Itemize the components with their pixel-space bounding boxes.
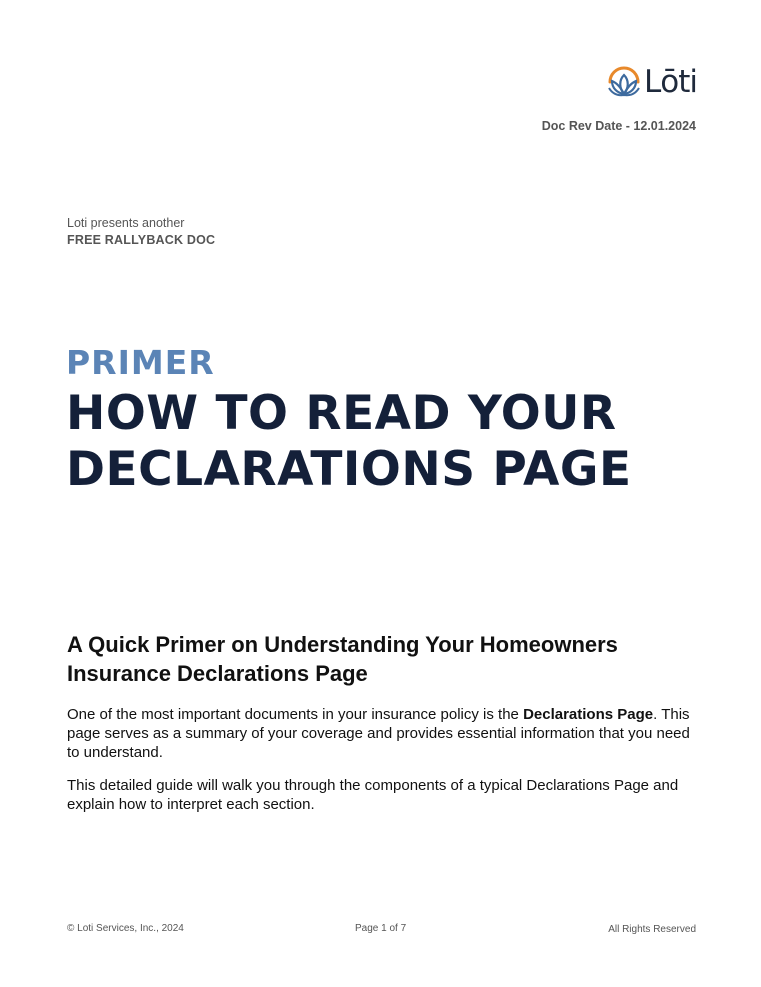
main-title-line-1: HOW TO READ YOUR <box>66 386 617 441</box>
doc-rev-date: Doc Rev Date - 12.01.2024 <box>541 119 696 133</box>
intro-paragraph <box>67 705 703 762</box>
footer-page-number: Page 1 of 7 <box>355 923 407 934</box>
declarations-page-term: Declarations Page <box>523 706 654 723</box>
footer-copyright: © Loti Services, Inc., 2024 <box>67 923 184 934</box>
guide-paragraph: This detailed guide will walk you through the components of a typical Declarations Page and explain how to interpret each section. <box>67 777 679 813</box>
main-title <box>66 386 726 498</box>
intro-paragraph-start: One of the most important documents in your insurance policy is the <box>67 706 524 723</box>
series-label: FREE RALLYBACK DOC <box>67 233 216 247</box>
lotus-sun-icon <box>606 66 642 100</box>
primer-label: PRIMER <box>66 343 215 382</box>
footer-rights: All Rights Reserved <box>608 924 696 935</box>
section-heading: A Quick Primer on Understanding Your Homeowners Insurance Declarations Page <box>67 632 618 686</box>
presents-text: Loti presents another <box>67 216 185 230</box>
intro-paragraph-end: . This page serves as a summary of your coverage and provides essential information that you need to understand. <box>67 706 690 761</box>
loti-logo <box>606 63 697 100</box>
main-title-line-2: DECLARATIONS PAGE <box>66 442 632 497</box>
logo-wordmark: Lōti <box>643 63 697 100</box>
